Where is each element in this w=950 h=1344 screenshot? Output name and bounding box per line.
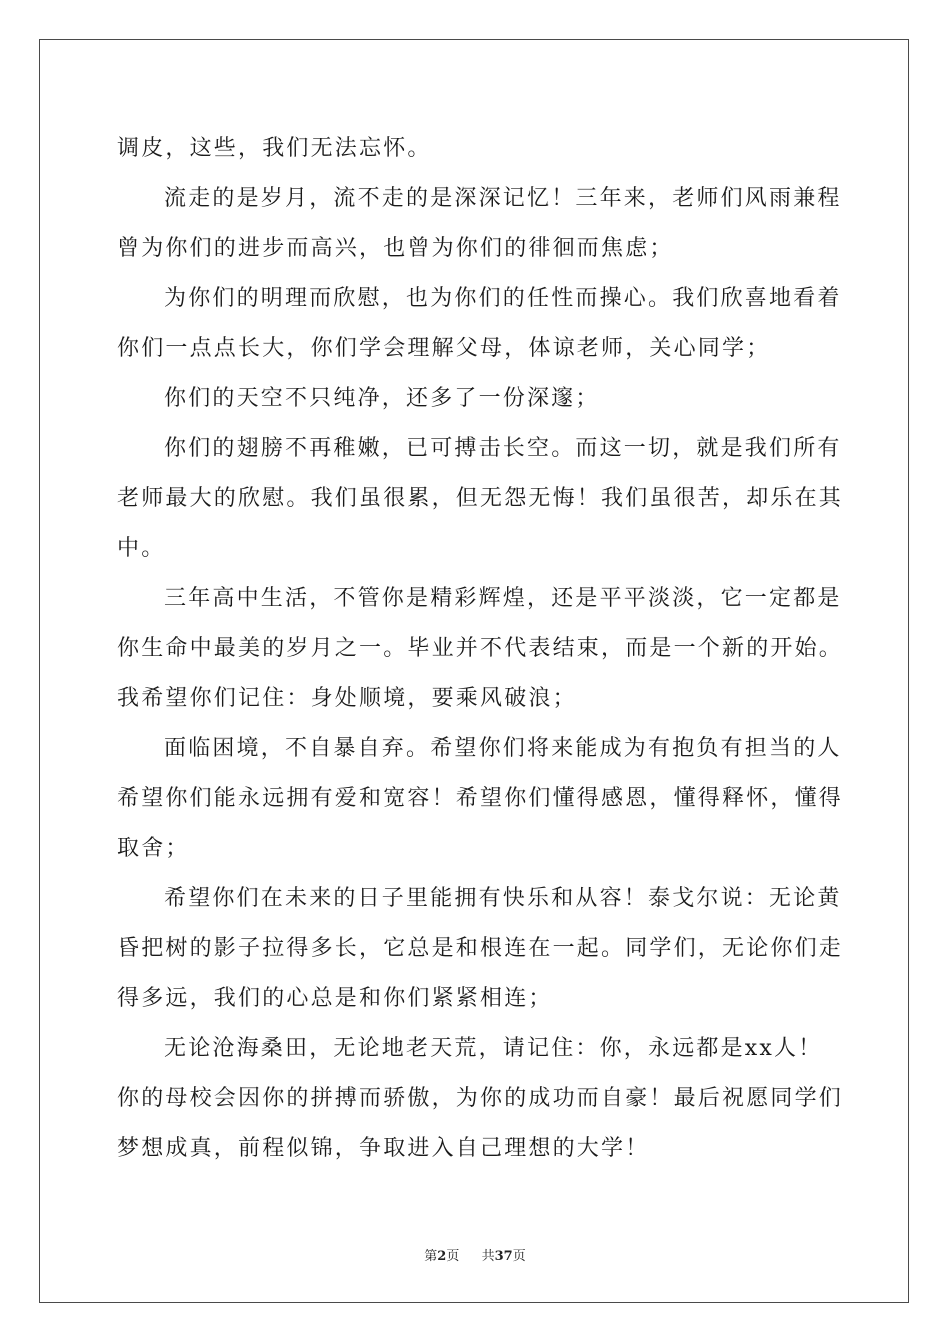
page-suffix: 页 (446, 1249, 460, 1264)
text-line: 希望你们在未来的日子里能拥有快乐和从容！泰戈尔说：无论黄 (164, 886, 842, 911)
text-line: 调皮，这些，我们无法忘怀。 (117, 136, 432, 161)
text-line: 希望你们能永远拥有爱和宽容！希望你们懂得感恩，懂得释怀，懂得 (117, 786, 844, 811)
total-prefix: 共 (481, 1249, 495, 1264)
text-line: 老师最大的欣慰。我们虽很累，但无怨无悔！我们虽很苦，却乐在其 (117, 486, 844, 511)
text-line: 中。 (117, 536, 166, 561)
text-line: 你的母校会因你的拼搏而骄傲，为你的成功而自豪！最后祝愿同学们 (117, 1086, 844, 1111)
text-line: 取舍； (117, 836, 190, 861)
total-suffix: 页 (512, 1249, 526, 1264)
text-line: 你生命中最美的岁月之一。毕业并不代表结束，而是一个新的开始。 (117, 636, 844, 661)
text-line: 为你们的明理而欣慰，也为你们的任性而操心。我们欣喜地看着 (164, 286, 842, 311)
text-line: 得多远，我们的心总是和你们紧紧相连； (117, 986, 553, 1011)
text-line: 三年高中生活，不管你是精彩辉煌，还是平平淡淡，它一定都是 (164, 586, 842, 611)
page-number (424, 1249, 463, 1264)
text-line: 梦想成真，前程似锦，争取进入自己理想的大学！ (117, 1136, 650, 1161)
total-pages: 37 (494, 1249, 513, 1264)
text-line: 流走的是岁月，流不走的是深深记忆！三年来，老师们风雨兼程 (164, 186, 842, 211)
text-line: 曾为你们的进步而高兴，也曾为你们的徘徊而焦虑； (117, 236, 674, 261)
text-line: 我希望你们记住：身处顺境，要乘风破浪； (117, 686, 577, 711)
text-line: 昏把树的影子拉得多长，它总是和根连在一起。同学们，无论你们走 (117, 936, 844, 961)
page-total (482, 1249, 526, 1264)
current-page: 2 (437, 1249, 447, 1264)
text-line: 你们的天空不只纯净，还多了一份深邃； (164, 386, 600, 411)
text-line: 你们的翅膀不再稚嫩，已可搏击长空。而这一切，就是我们所有 (164, 436, 842, 461)
text-line: 无论沧海桑田，无论地老天荒，请记住：你，永远都是xx人！ (164, 1036, 823, 1061)
text-line: 你们一点点长大，你们学会理解父母，体谅老师，关心同学； (117, 336, 771, 361)
page-footer (0, 1249, 950, 1265)
text-line: 面临困境，不自暴自弃。希望你们将来能成为有抱负有担当的人 (164, 736, 842, 761)
page-prefix: 第 (424, 1249, 438, 1264)
